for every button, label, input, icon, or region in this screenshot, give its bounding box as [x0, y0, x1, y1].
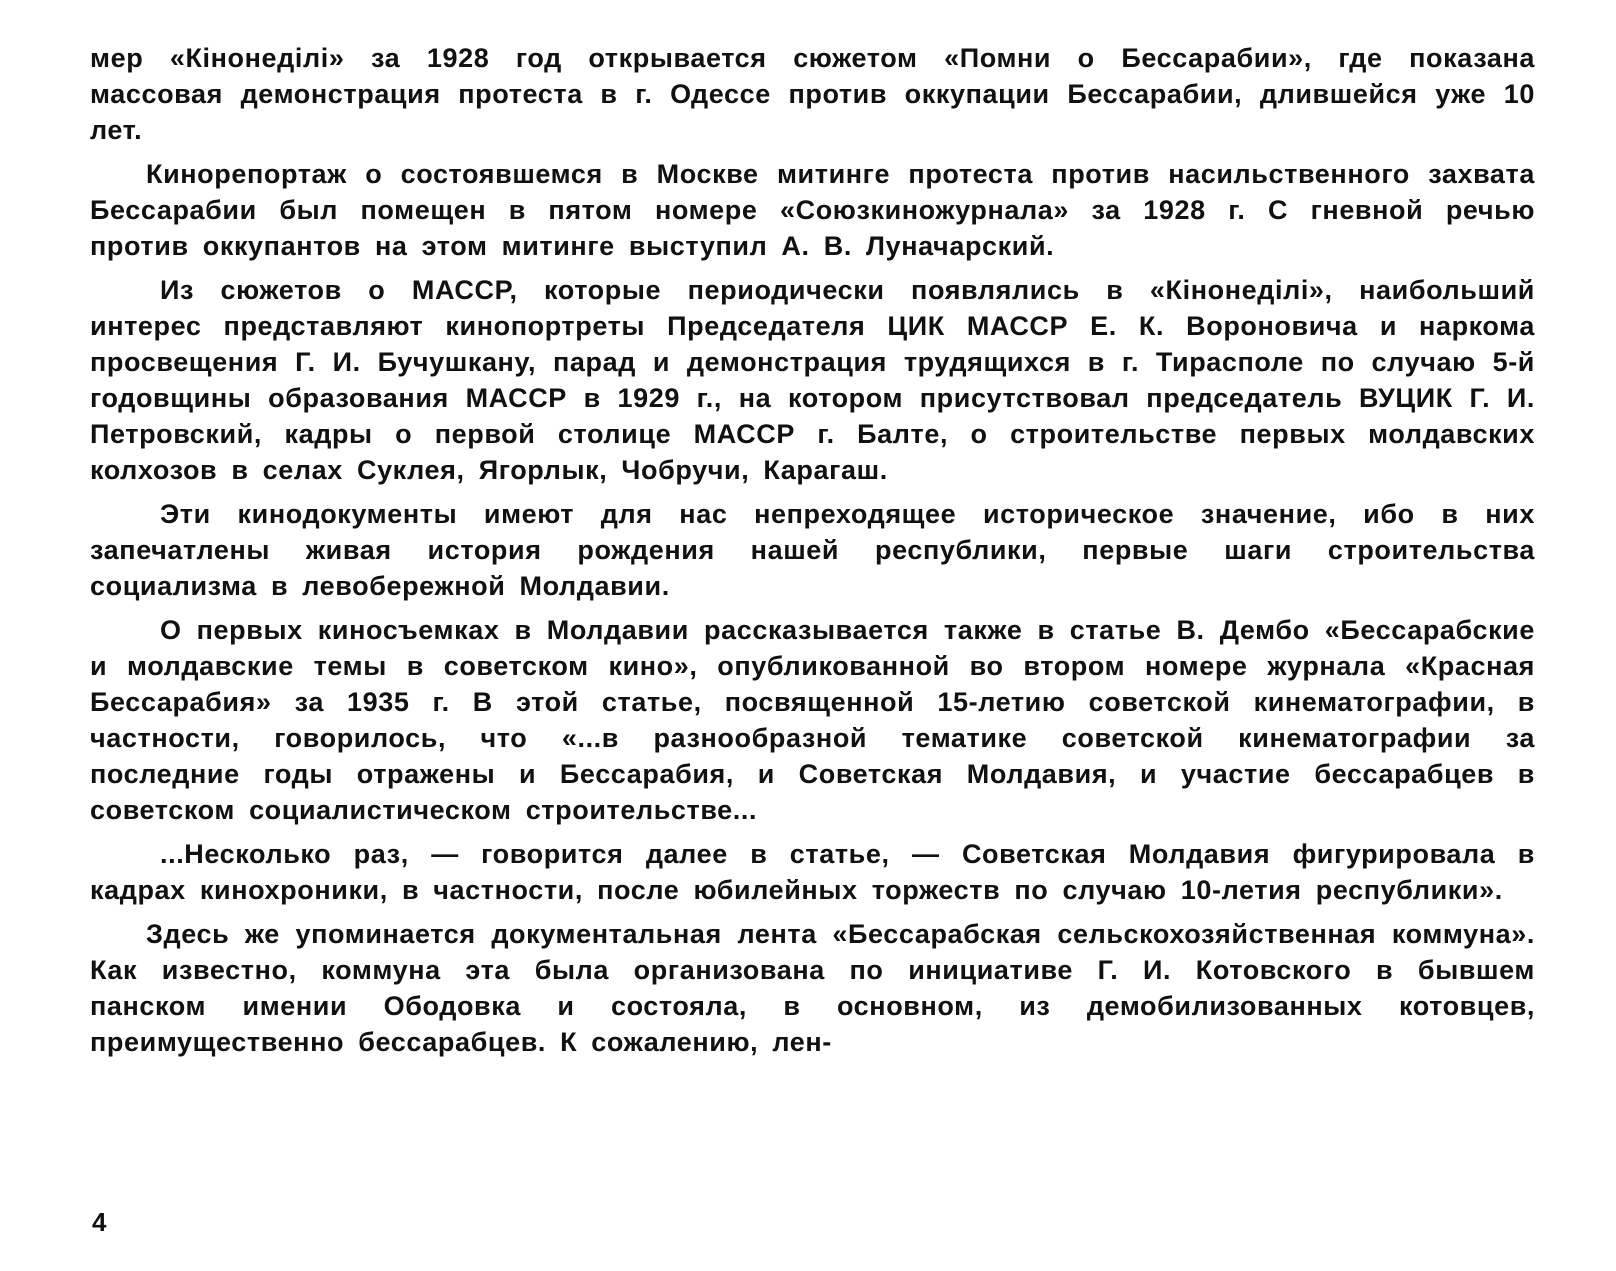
- paragraph-continuation: мер «Кінонеділі» за 1928 год открывается сюжетом «Помни о Бессарабии», где показана массовая демонстрация протеста в г. Одессе против оккупации Бессарабии, длившейся уже 10 лет.: [90, 43, 1535, 145]
- paragraph-quote-continuation: ...Несколько раз, — говорится далее в статье, — Советская Молдавия фигурировала в кадрах кинохроники, в частности, после юбилейных торжеств по случаю 10-летия республики».: [90, 839, 1535, 905]
- paragraph-historical-value: Эти кинодокументы имеют для нас непреходящее историческое значение, ибо в них запечатлены живая история рождения нашей республики, первые шаги строительства социализма в левобережной Молдавии.: [90, 499, 1535, 601]
- page-number: 4: [92, 1207, 107, 1237]
- page-body: [90, 40, 1535, 1068]
- paragraph-newsreel-moscow-rally: Кинорепортаж о состоявшемся в Москве митинге протеста против насильственного захвата Бессарабии был помещен в пятом номере «Союзкиножурнала» за 1928 г. С гневной речью против оккупантов на этом митинге выступил А. В. Луначарский.: [90, 159, 1535, 261]
- paragraph-massr-subjects: Из сюжетов о МАССР, которые периодически появлялись в «Кінонеділі», наибольший интерес представляют кинопортреты Председателя ЦИК МАССР Е. К. Вороновича и наркома просвещения Г. И. Бучушкану, парад и демонстрация трудящихся в г. Тирасполе по случаю 5-й годовщины образования МАССР в 1929 г., на котором присутствовал председатель ВУЦИК Г. И. Петровский, кадры о первой столице МАССР г. Балте, о строительстве первых молдавских колхозов в селах Суклея, Ягорлык, Чобручи, Карагаш.: [90, 275, 1535, 485]
- paragraph-dembo-article: О первых киносъемках в Молдавии рассказывается также в статье В. Дембо «Бессарабские и молдавские темы в советском кино», опубликованной во втором номере журнала «Красная Бессарабия» за 1935 г. В этой статье, посвященной 15-летию советской кинематографии, в частности, говорилось, что «...в разнообразной тематике советской кинематографии за последние годы отражены и Бессарабия, и Советская Молдавия, и участие бессарабцев в советском социалистическом строительстве...: [90, 615, 1535, 825]
- paragraph-commune-film: Здесь же упоминается документальная лента «Бессарабская сельскохозяйственная коммуна». Как известно, коммуна эта была организована по инициативе Г. И. Котовского в бывшем панском имении Ободовка и состояла, в основном, из демобилизованных котовцев, преимущественно бессарабцев. К сожалению, лен-: [90, 919, 1535, 1057]
